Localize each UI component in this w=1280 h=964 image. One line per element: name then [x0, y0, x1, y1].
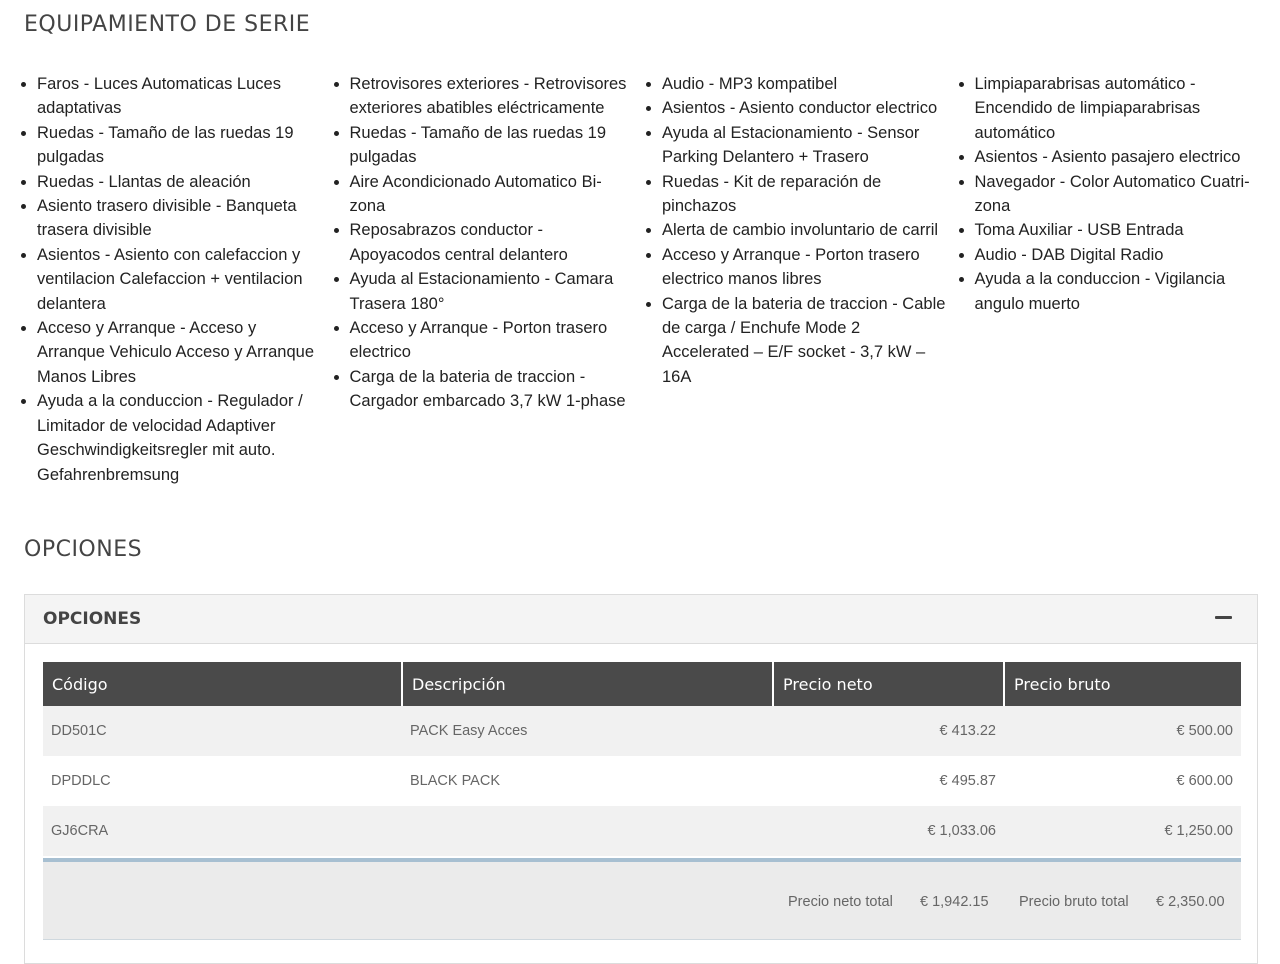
option-gross-price: € 500.00 [1004, 706, 1241, 756]
equipment-section-title: EQUIPAMIENTO DE SERIE [24, 12, 311, 37]
gross-total-label: Precio bruto total [1019, 894, 1129, 910]
options-panel [24, 594, 1258, 964]
equipment-item: • Navegador - Color Automatico Cuatri-zona [975, 170, 1269, 219]
equipment-list [18, 72, 1268, 487]
totals-bar [43, 858, 1241, 940]
options-table [43, 662, 1241, 856]
equipment-item: • Ayuda al Estacionamiento - Camara Trasera 180° [350, 267, 644, 316]
equipment-item: • Carga de la bateria de traccion - Cable de carga / Enchufe Mode 2 Accelerated – E/F socket - 3,7 kW – 16A [662, 292, 956, 390]
minus-icon [1215, 616, 1232, 619]
table-row [43, 806, 1241, 856]
option-code: DD501C [43, 706, 402, 756]
equipment-item: • Ayuda a la conduccion - Regulador / Limitador de velocidad Adaptiver Geschwindigkeitsregler mit auto. Gefahrenbremsung [37, 389, 331, 487]
net-total-label: Precio neto total [788, 894, 893, 910]
equipment-item: • Ruedas - Tamaño de las ruedas 19 pulgadas [350, 121, 644, 170]
equipment-item: • Ruedas - Kit de reparación de pinchazos [662, 170, 956, 219]
equipment-item: • Ruedas - Tamaño de las ruedas 19 pulgadas [37, 121, 331, 170]
option-description: PACK Easy Acces [402, 706, 773, 756]
equipment-item: • Ruedas - Llantas de aleación [37, 170, 331, 194]
option-net-price: € 1,033.06 [773, 806, 1004, 856]
equipment-item: • Reposabrazos conductor - Apoyacodos central delantero [350, 218, 644, 267]
equipment-column-3 [643, 72, 956, 487]
equipment-item: • Retrovisores exteriores - Retrovisores exteriores abatibles eléctricamente [350, 72, 644, 121]
equipment-item: • Limpiaparabrisas automático - Encendido de limpiaparabrisas automático [975, 72, 1269, 145]
option-code: GJ6CRA [43, 806, 402, 856]
options-panel-header[interactable] [25, 595, 1257, 644]
header-description[interactable]: Descripción [402, 662, 773, 706]
option-net-price: € 413.22 [773, 706, 1004, 756]
equipment-item: • Acceso y Arranque - Porton trasero electrico [350, 316, 644, 365]
equipment-item: • Asientos - Asiento con calefaccion y ventilacion Calefaccion + ventilacion delantera [37, 243, 331, 316]
gross-total-value: € 2,350.00 [1156, 894, 1225, 910]
equipment-item: • Asiento trasero divisible - Banqueta trasera divisible [37, 194, 331, 243]
header-gross-price[interactable]: Precio bruto [1004, 662, 1241, 706]
equipment-column-2 [331, 72, 644, 487]
equipment-item: • Toma Auxiliar - USB Entrada [975, 218, 1269, 242]
equipment-item: • Faros - Luces Automaticas Luces adaptativas [37, 72, 331, 121]
header-code[interactable]: Código [43, 662, 402, 706]
equipment-item: • Carga de la bateria de traccion - Cargador embarcado 3,7 kW 1-phase [350, 365, 644, 414]
option-code: DPDDLC [43, 756, 402, 806]
collapse-button[interactable] [1215, 611, 1233, 629]
equipment-column-1 [18, 72, 331, 487]
options-panel-title: OPCIONES [43, 609, 142, 629]
equipment-item: • Alerta de cambio involuntario de carril [662, 218, 956, 242]
equipment-item: • Audio - DAB Digital Radio [975, 243, 1269, 267]
equipment-column-4 [956, 72, 1269, 487]
equipment-item: • Ayuda a la conduccion - Vigilancia angulo muerto [975, 267, 1269, 316]
net-total-value: € 1,942.15 [920, 894, 989, 910]
options-table-header [43, 662, 1241, 706]
option-description [402, 806, 773, 856]
equipment-item: • Aire Acondicionado Automatico Bi-zona [350, 170, 644, 219]
option-description: BLACK PACK [402, 756, 773, 806]
table-row [43, 706, 1241, 756]
equipment-item: • Acceso y Arranque - Acceso y Arranque Vehiculo Acceso y Arranque Manos Libres [37, 316, 331, 389]
equipment-item: • Asientos - Asiento conductor electrico [662, 96, 956, 120]
option-net-price: € 495.87 [773, 756, 1004, 806]
equipment-item: • Ayuda al Estacionamiento - Sensor Parking Delantero + Trasero [662, 121, 956, 170]
table-row [43, 756, 1241, 806]
equipment-item: • Acceso y Arranque - Porton trasero electrico manos libres [662, 243, 956, 292]
equipment-item: • Audio - MP3 kompatibel [662, 72, 956, 96]
header-net-price[interactable]: Precio neto [773, 662, 1004, 706]
option-gross-price: € 600.00 [1004, 756, 1241, 806]
equipment-item: • Asientos - Asiento pasajero electrico [975, 145, 1269, 169]
option-gross-price: € 1,250.00 [1004, 806, 1241, 856]
options-panel-body [25, 644, 1257, 963]
options-section-title: OPCIONES [24, 537, 143, 562]
